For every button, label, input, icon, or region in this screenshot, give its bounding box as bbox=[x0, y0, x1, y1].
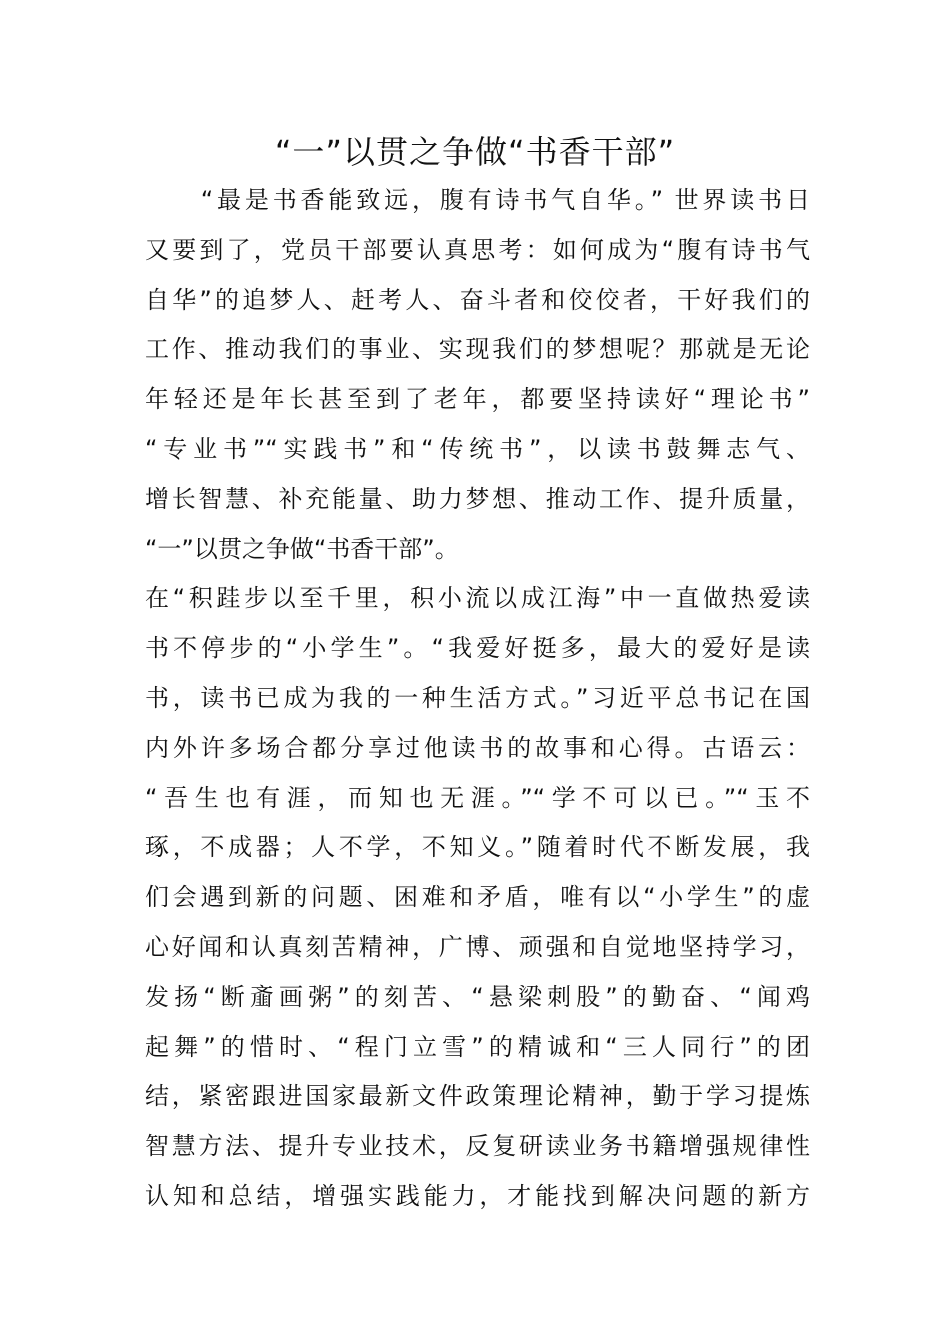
body-line: 工作、推动我们的事业、实现我们的梦想呢？那就是无论 bbox=[145, 335, 810, 364]
body-line: 起舞”的惜时、“程门立雪”的精诚和“三人同行”的团 bbox=[145, 1032, 810, 1061]
body-line: 认知和总结，增强实践能力，才能找到解决问题的新方 bbox=[145, 1181, 810, 1210]
body-line: 增长智慧、补充能量、助力梦想、推动工作、提升质量， bbox=[145, 484, 810, 513]
body-line: 琢，不成器；人不学，不知义。”随着时代不断发展，我 bbox=[145, 833, 810, 862]
body-line: 年轻还是年长甚至到了老年，都要坚持读好“理论书” bbox=[145, 385, 810, 414]
body-line: 结，紧密跟进国家最新文件政策理论精神，勤于学习提炼 bbox=[145, 1082, 810, 1111]
body-line: “一”以贯之争做“书香干部”。 bbox=[145, 534, 459, 563]
body-line: 心好闻和认真刻苦精神，广博、顽强和自觉地坚持学习， bbox=[145, 932, 810, 961]
body-line: 自华”的追梦人、赶考人、奋斗者和佼佼者，干好我们的 bbox=[145, 285, 810, 314]
body-line: 在“积跬步以至千里，积小流以成江海”中一直做热爱读 bbox=[145, 584, 810, 613]
body-line: “吾生也有涯，而知也无涯。”“学不可以已。”“玉不 bbox=[145, 783, 810, 812]
body-line: “专业书”“实践书”和“传统书”，以读书鼓舞志气、 bbox=[145, 434, 810, 463]
body-line: 发扬“断齑画粥”的刻苦、“悬梁刺股”的勤奋、“闻鸡 bbox=[145, 982, 810, 1011]
document-body bbox=[145, 176, 810, 1222]
body-line: 书，读书已成为我的一种生活方式。”习近平总书记在国 bbox=[145, 683, 810, 712]
body-line: “最是书香能致远，腹有诗书气自华。” 世界读书日 bbox=[145, 186, 810, 214]
body-line: 内外许多场合都分享过他读书的故事和心得。古语云： bbox=[145, 733, 810, 762]
body-line: 智慧方法、提升专业技术，反复研读业务书籍增强规律性 bbox=[145, 1132, 810, 1161]
document-title: “一”以贯之争做“书香干部” bbox=[274, 133, 676, 171]
body-line: 又要到了，党员干部要认真思考：如何成为“腹有诗书气 bbox=[145, 235, 810, 264]
body-line: 们会遇到新的问题、困难和矛盾，唯有以“小学生”的虚 bbox=[145, 883, 810, 912]
body-line: 书不停步的“小学生”。“我爱好挺多，最大的爱好是读 bbox=[145, 634, 810, 663]
